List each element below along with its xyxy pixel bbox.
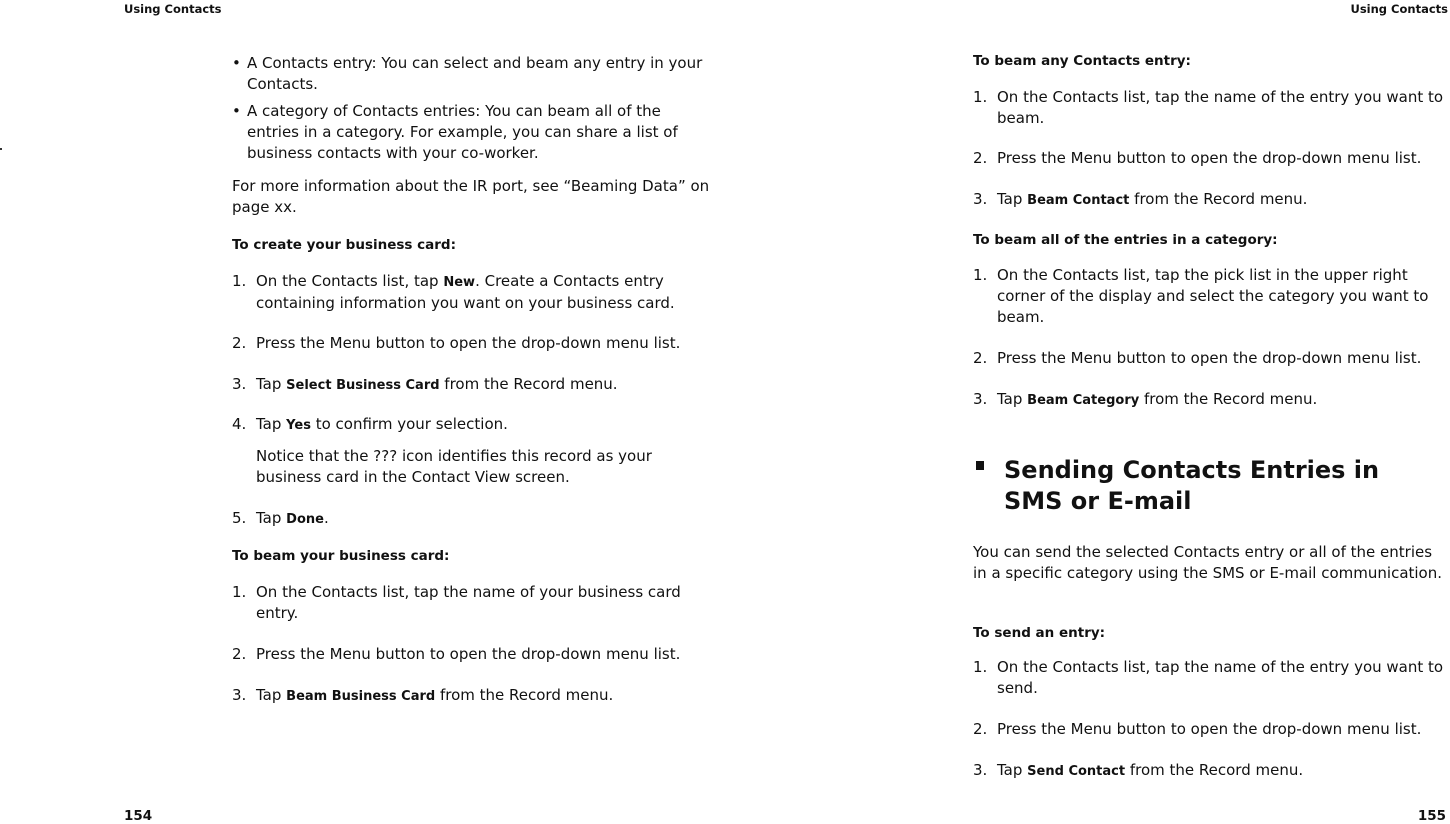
step-item [973,657,1448,699]
step-command: Beam Business Card [286,689,436,704]
step-item [232,374,712,396]
step-number: 2. [973,349,988,367]
step-text: Press the Menu button to open the drop-down menu list. [256,334,681,352]
step-item [973,348,1450,369]
step-number: 3. [232,686,247,704]
step-number: 3. [973,390,988,408]
step-text: Tap [256,686,287,704]
beam-card-heading: To beam your business card: [232,548,450,564]
section-intro: You can send the selected Contacts entry or all of the entries in a specific category using the SMS or E-mail communication. [973,543,1443,582]
step-text: from the Record menu. [1125,761,1304,779]
beam-entry-heading: To beam any Contacts entry: [973,53,1191,69]
step-text: On the Contacts list, tap the name of your business card entry. [256,583,681,622]
left-running-header: Using Contacts [124,2,222,16]
step-number: 1. [973,658,988,676]
step-number: 3. [973,761,988,779]
left-page-number: 154 [124,808,153,824]
bullet-dot: • [232,54,241,72]
step-item [973,760,1448,782]
business-card-note: Notice that the ??? icon identifies this record as your business card in the Contact View screen. [256,447,652,486]
right-running-header: Using Contacts [1350,2,1448,16]
step-number: 2. [973,720,988,738]
step-item [232,685,712,707]
step-text: to confirm your selection. [310,415,508,433]
step-text: from the Record menu. [1139,390,1318,408]
step-number: 4. [232,415,247,433]
step-command: Send Contact [1027,764,1126,779]
step-item [232,644,722,665]
step-text: Press the Menu button to open the drop-down menu list. [256,645,681,663]
step-number: 2. [973,149,988,167]
bullet-item [232,101,712,164]
step-number: 1. [232,583,247,601]
bullet-item [232,53,712,95]
step-text: On the Contacts list, tap [256,272,444,290]
bullet-text: A category of Contacts entries: You can beam all of the entries in a category. For example, you can share a list of business contacts with your co-worker. [247,102,678,162]
step-number: 1. [973,88,988,106]
right-page-number: 155 [1417,808,1446,824]
step-text: Press the Menu button to open the drop-down menu list. [997,720,1422,738]
step-text: . Create a Contacts entry containing information you want on your business card. [256,272,675,312]
step-text: Tap [997,390,1028,408]
step-text: from the Record menu. [1129,190,1308,208]
step-number: 1. [973,266,988,284]
step-text: Press the Menu button to open the drop-down menu list. [997,349,1422,367]
create-card-heading: To create your business card: [232,237,456,253]
section-title: Sending Contacts Entries in SMS or E-mail [1004,456,1380,515]
step-command: New [443,275,476,290]
step-number: 5. [232,509,247,527]
step-item [232,508,712,530]
step-item [973,189,1448,211]
step-item [973,265,1448,328]
bullet-dot: • [232,102,241,120]
beam-category-heading: To beam all of the entries in a category: [973,232,1278,248]
scan-mark [0,148,2,150]
step-number: 3. [232,375,247,393]
step-number: 2. [232,334,247,352]
step-number: 3. [973,190,988,208]
step-command: Select Business Card [286,378,440,393]
step-text: Tap [256,375,287,393]
step-item [973,148,1450,169]
step-text: Press the Menu button to open the drop-down menu list. [997,149,1422,167]
step-number: 1. [232,272,247,290]
step-text: On the Contacts list, tap the name of the entry you want to beam. [997,88,1444,127]
bullet-text: A Contacts entry: You can select and beam any entry in your Contacts. [247,54,703,93]
step-item [973,389,1448,411]
step-command: Yes [286,418,311,433]
step-item [232,582,712,624]
ir-port-reference: For more information about the IR port, see “Beaming Data” on page xx. [232,177,710,216]
step-text: Tap [256,415,287,433]
send-entry-heading: To send an entry: [973,625,1106,641]
section-bullet-square [976,461,984,470]
step-text: Tap [997,190,1028,208]
step-item [973,87,1448,129]
step-number: 2. [232,645,247,663]
step-command: Done [286,512,324,527]
step-item [232,333,722,354]
step-item [232,414,712,436]
step-text: Tap [997,761,1028,779]
step-command: Beam Contact [1027,193,1130,208]
step-item [232,271,712,314]
step-text: Tap [256,509,287,527]
step-text: On the Contacts list, tap the pick list in the upper right corner of the display and select the category you want to beam. [997,266,1429,326]
step-command: Beam Category [1027,393,1140,408]
step-text: from the Record menu. [435,686,614,704]
step-text: . [323,509,329,527]
step-text: from the Record menu. [439,375,618,393]
step-text: On the Contacts list, tap the name of the entry you want to send. [997,658,1444,697]
step-item [973,719,1450,740]
